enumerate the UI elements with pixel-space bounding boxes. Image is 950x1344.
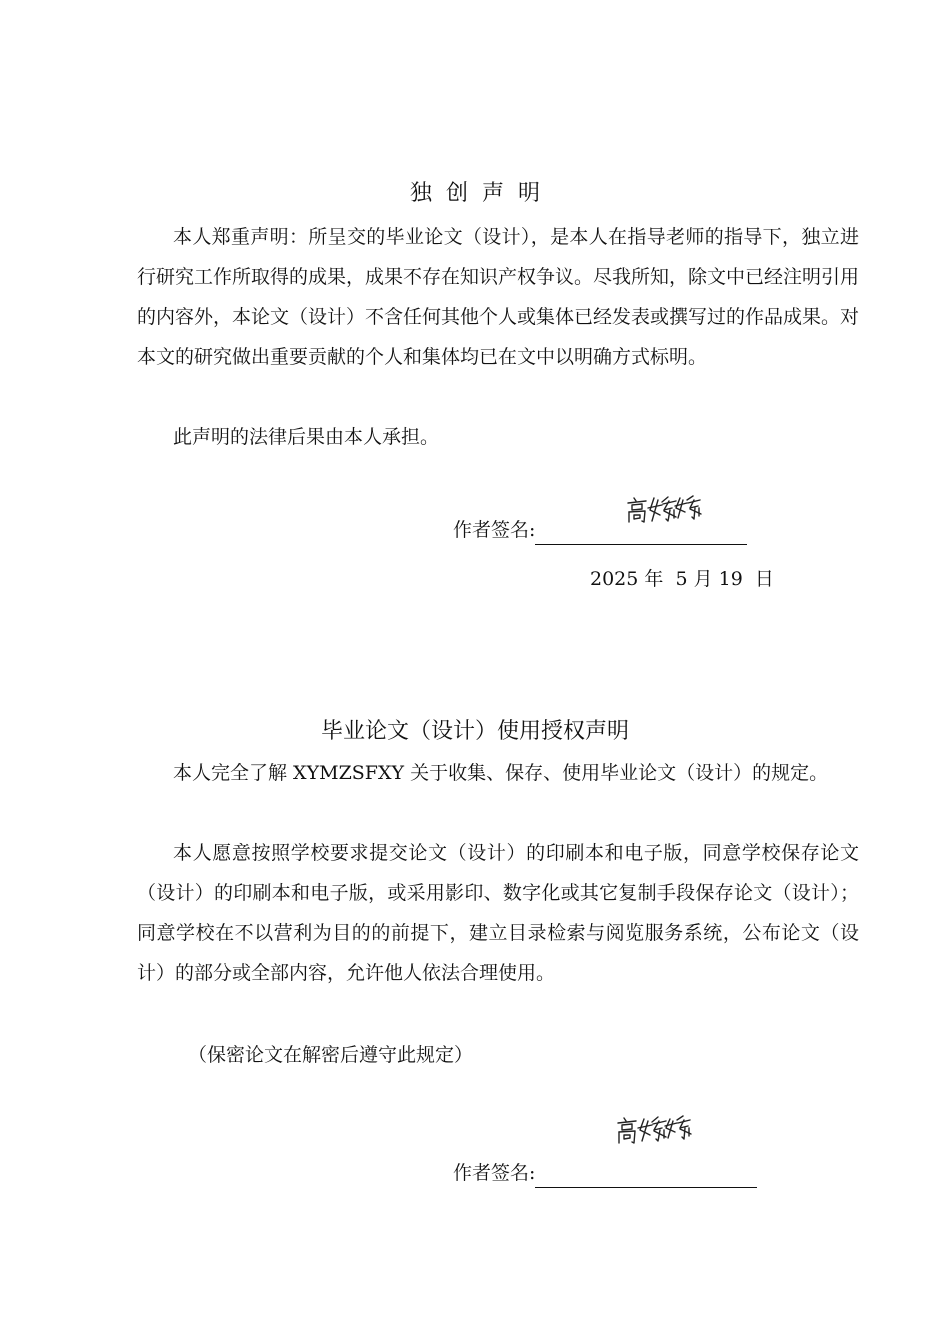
author-signature-line bbox=[535, 518, 747, 545]
authorization-paragraph-regulations: 本人完全了解 XYMZSFXY 关于收集、保存、使用毕业论文（设计）的规定。 bbox=[173, 762, 829, 784]
author-handwritten-signature bbox=[614, 1108, 694, 1148]
author-signature-row bbox=[453, 515, 747, 545]
originality-declaration-title: 独创声明 bbox=[409, 181, 554, 206]
author-signature-label: 作者签名: bbox=[453, 519, 536, 541]
originality-declaration-body: 本人郑重声明：所呈交的毕业论文（设计），是本人在指导老师的指导下，独立进行研究工作所取得的成果，成果不存在知识产权争议。尽我所知，除文中已经注明引用的内容外，本论文（设计）不含任何其他个人或集体已经发表或撰写过的作品成果。对本文的研究做出重要贡献的个人和集体均已在文中以明确方式标明。 bbox=[137, 226, 860, 368]
usage-authorization-title: 毕业论文（设计）使用授权声明 bbox=[320, 719, 629, 744]
author-signature-row bbox=[453, 1158, 757, 1188]
legal-consequence-statement: 此声明的法律后果由本人承担。 bbox=[173, 426, 440, 448]
author-signature-label: 作者签名: bbox=[453, 1162, 536, 1184]
author-signature-line bbox=[535, 1161, 757, 1188]
confidential-thesis-note: （保密论文在解密后遵守此规定） bbox=[188, 1044, 474, 1066]
authorization-paragraph-consent: 本人愿意按照学校要求提交论文（设计）的印刷本和电子版，同意学校保存论文（设计）的印刷本和电子版，或采用影印、数字化或其它复制手段保存论文（设计）；同意学校在不以营利为目的的前提下，建立目录检索与阅览服务系统，公布论文（设计）的部分或全部内容，允许他人依法合理使用。 bbox=[137, 842, 859, 984]
signature-date: 2025 年 5 月 19 日 bbox=[590, 568, 774, 590]
